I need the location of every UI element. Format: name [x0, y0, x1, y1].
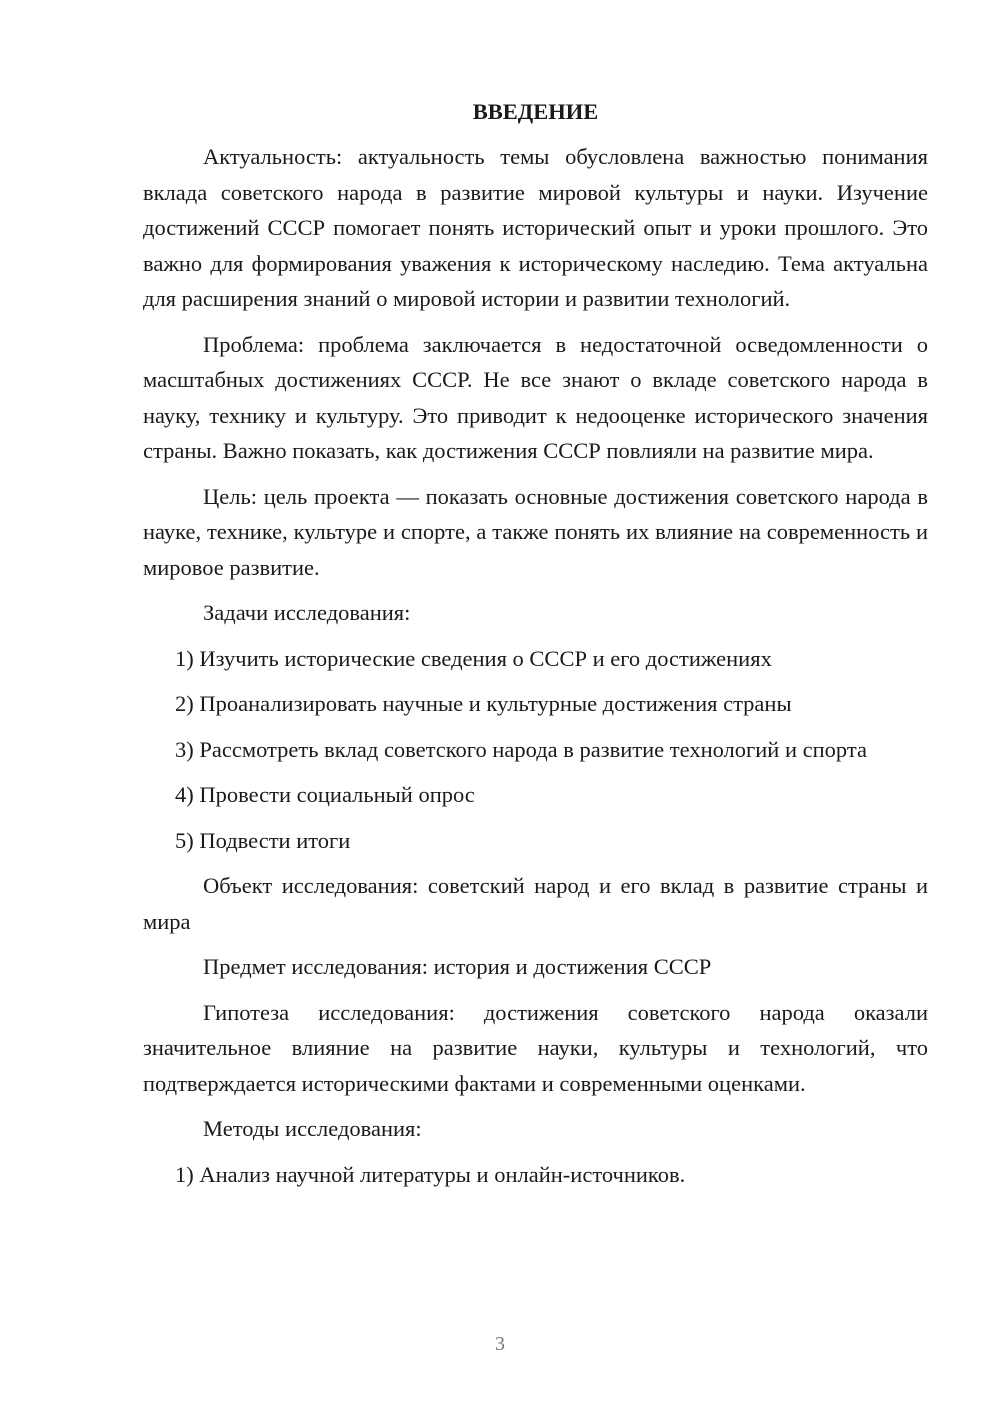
relevance-paragraph: Актуальность: актуальность темы обусловлена важностью понимания вклада советского народа в развитие мировой культуры и науки. Изучение достижений СССР помогает понять исторический опыт и уроки прошлого. Это важно для формирования уважения к историческому наследию. Тема актуальна для расширения знаний о мировой истории и развитии технологий. — [143, 144, 928, 311]
page-title: ВВЕДЕНИЕ — [472, 99, 599, 124]
task-item-2: 2) Проанализировать научные и культурные достижения страны — [175, 691, 792, 716]
object-paragraph: Объект исследования: советский народ и его вклад в развитие страны и мира — [143, 873, 928, 934]
task-item-5: 5) Подвести итоги — [175, 827, 351, 853]
goal-paragraph: Цель: цель проекта — показать основные достижения советского народа в науке, технике, культуре и спорте, а также понять их влияние на современность и мировое развитие. — [143, 483, 928, 580]
task-item-3: 3) Рассмотреть вклад советского народа в развитие технологий и спорта — [175, 736, 867, 762]
methods-heading: Методы исследования: — [203, 1116, 422, 1141]
task-item-1: 1) Изучить исторические сведения о СССР и его достижениях — [175, 645, 772, 671]
hypothesis-paragraph: Гипотеза исследования: достижения советского народа оказали значительное влияние на развитие науки, культуры и технологий, что подтверждается историческими фактами и современными оценками. — [143, 999, 928, 1096]
tasks-heading: Задачи исследования: — [203, 600, 411, 625]
subject-paragraph: Предмет исследования: история и достижения СССР — [203, 954, 712, 979]
page-number: 3 — [495, 1333, 505, 1355]
method-item-1: 1) Анализ научной литературы и онлайн-источников. — [175, 1161, 686, 1187]
task-item-4: 4) Провести социальный опрос — [175, 782, 475, 807]
document-page — [143, 94, 928, 1202]
problem-paragraph: Проблема: проблема заключается в недостаточной осведомленности о масштабных достижениях СССР. Не все знают о вкладе советского народа в науку, технику и культуру. Это приводит к недооценке исторического значения страны. Важно показать, как достижения СССР повлияли на развитие мира. — [143, 331, 928, 463]
